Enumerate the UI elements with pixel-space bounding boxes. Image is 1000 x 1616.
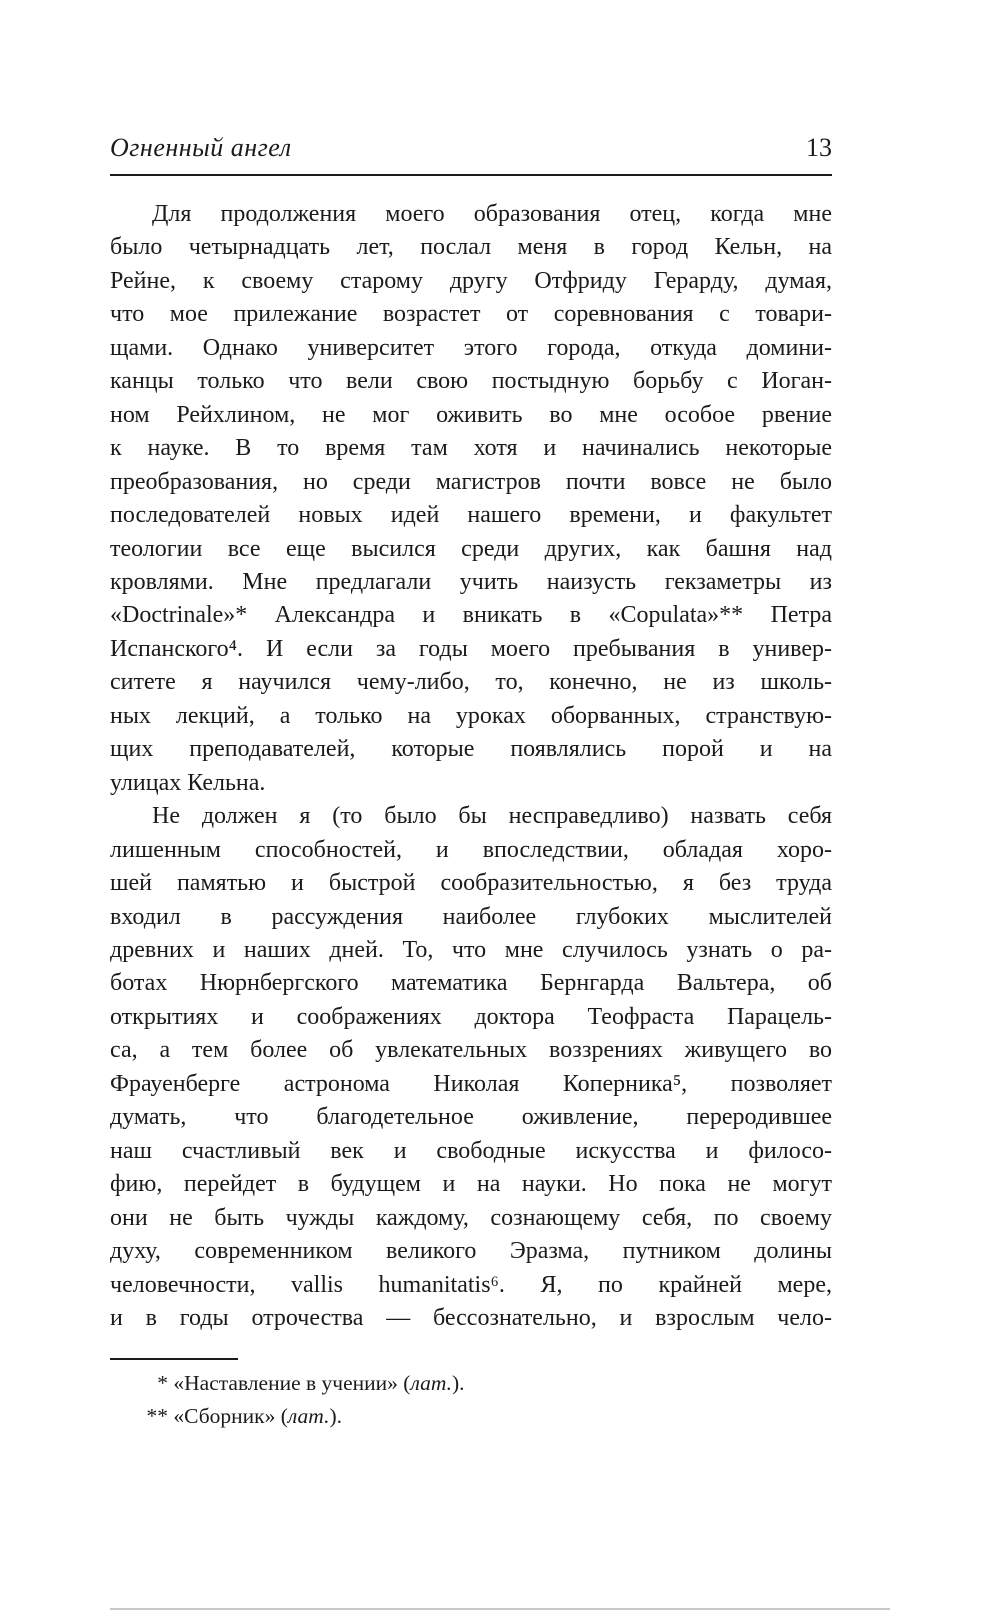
footnote-language-label: лат. <box>410 1371 453 1395</box>
text-line: са, а тем более об увлекательных воззрениях живущего во <box>110 1037 832 1064</box>
header-rule <box>110 174 832 176</box>
body-text <box>110 198 832 1335</box>
footnote-text: ). <box>452 1371 465 1395</box>
text-line: кровлями. Мне предлагали учить наизусть гекзаметры из <box>110 568 832 595</box>
text-line: человечности, vallis humanitatis⁶. Я, по крайней мере, <box>110 1271 832 1298</box>
text-line: к науке. В то время там хотя и начинались некоторые <box>110 435 832 462</box>
text-line: древних и наших дней. То, что мне случилось узнать о ра- <box>110 936 832 963</box>
text-line: и в годы отрочества — бессознательно, и взрослым чело- <box>110 1304 832 1331</box>
text-line: Испанского⁴. И если за годы моего пребывания в универ- <box>110 635 832 662</box>
text-line: духу, современником великого Эразма, путником долины <box>110 1238 832 1265</box>
text-line: ситете я научился чему-либо, то, конечно, не из школь- <box>110 669 832 696</box>
page-header <box>110 133 832 163</box>
footnote-text: ). <box>329 1404 343 1428</box>
footnotes <box>110 1367 832 1433</box>
paragraph <box>110 800 832 1335</box>
text-line: открытиях и соображениях доктора Теофраста Парацель- <box>110 1003 832 1030</box>
text-line: ном Рейхлином, не мог оживить во мне особое рвение <box>110 401 832 428</box>
text-line: последователей новых идей нашего времени, и факультет <box>110 502 832 529</box>
text-line: шей памятью и быстрой сообразительностью, я без труда <box>110 870 832 897</box>
text-line: теологии все еще высился среди других, как башня над <box>110 535 832 562</box>
text-line: наш счастливый век и свободные искусства и филосо- <box>110 1137 832 1164</box>
footnote-text: «Наставление в учении» ( <box>168 1371 411 1395</box>
text-line: Для продолжения моего образования отец, когда мне <box>152 201 832 227</box>
footnote-text: «Сборник» ( <box>168 1404 288 1428</box>
text-line: канцы только что вели свою постыдную борьбу с Иоган- <box>110 368 832 395</box>
footnote-marker: ** <box>146 1404 168 1428</box>
text-line: Рейне, к своему старому другу Отфриду Герарду, думая, <box>110 267 832 294</box>
paragraph <box>110 198 832 800</box>
footnote-separator <box>110 1358 238 1360</box>
footnote <box>110 1400 832 1433</box>
footnote <box>110 1367 832 1400</box>
text-line: щих преподавателей, которые появлялись порой и на <box>110 736 832 763</box>
text-line: ботах Нюрнбергского математика Бернгарда Вальтера, об <box>110 970 832 997</box>
text-line: «Doctrinale»* Александра и вникать в «Copulata»** Петра <box>110 602 832 629</box>
text-line: думать, что благодетельное оживление, переродившее <box>110 1104 832 1131</box>
text-line: ных лекций, а только на уроках оборванных, странствую- <box>110 702 832 729</box>
running-title: Огненный ангел <box>110 133 292 162</box>
text-line: преобразования, но среди магистров почти вовсе не было <box>110 468 832 495</box>
text-line: Не должен я (то было бы несправедливо) назвать себя <box>152 803 832 830</box>
text-line: Фрауенберге астронома Николая Коперника⁵, позволяет <box>110 1070 832 1097</box>
page-number: 13 <box>806 133 832 162</box>
footnote-marker: * <box>157 1371 168 1395</box>
footnote-language-label: лат. <box>287 1404 330 1428</box>
text-line: было четырнадцать лет, послал меня в город Кельн, на <box>110 234 832 261</box>
text-line: щами. Однако университет этого города, откуда домини- <box>110 334 832 361</box>
text-line: лишенным способностей, и впоследствии, обладая хоро- <box>110 836 832 863</box>
text-line: входил в рассуждения наиболее глубоких мыслителей <box>110 903 832 930</box>
text-line: фию, перейдет в будущем и на науки. Но пока не могут <box>110 1171 832 1198</box>
text-line: они не быть чужды каждому, сознающему себя, по своему <box>110 1204 832 1231</box>
page-bottom-edge <box>110 1608 890 1610</box>
text-line: что мое прилежание возрастет от соревнования с товари- <box>110 301 832 328</box>
text-line: улицах Кельна. <box>110 769 266 796</box>
